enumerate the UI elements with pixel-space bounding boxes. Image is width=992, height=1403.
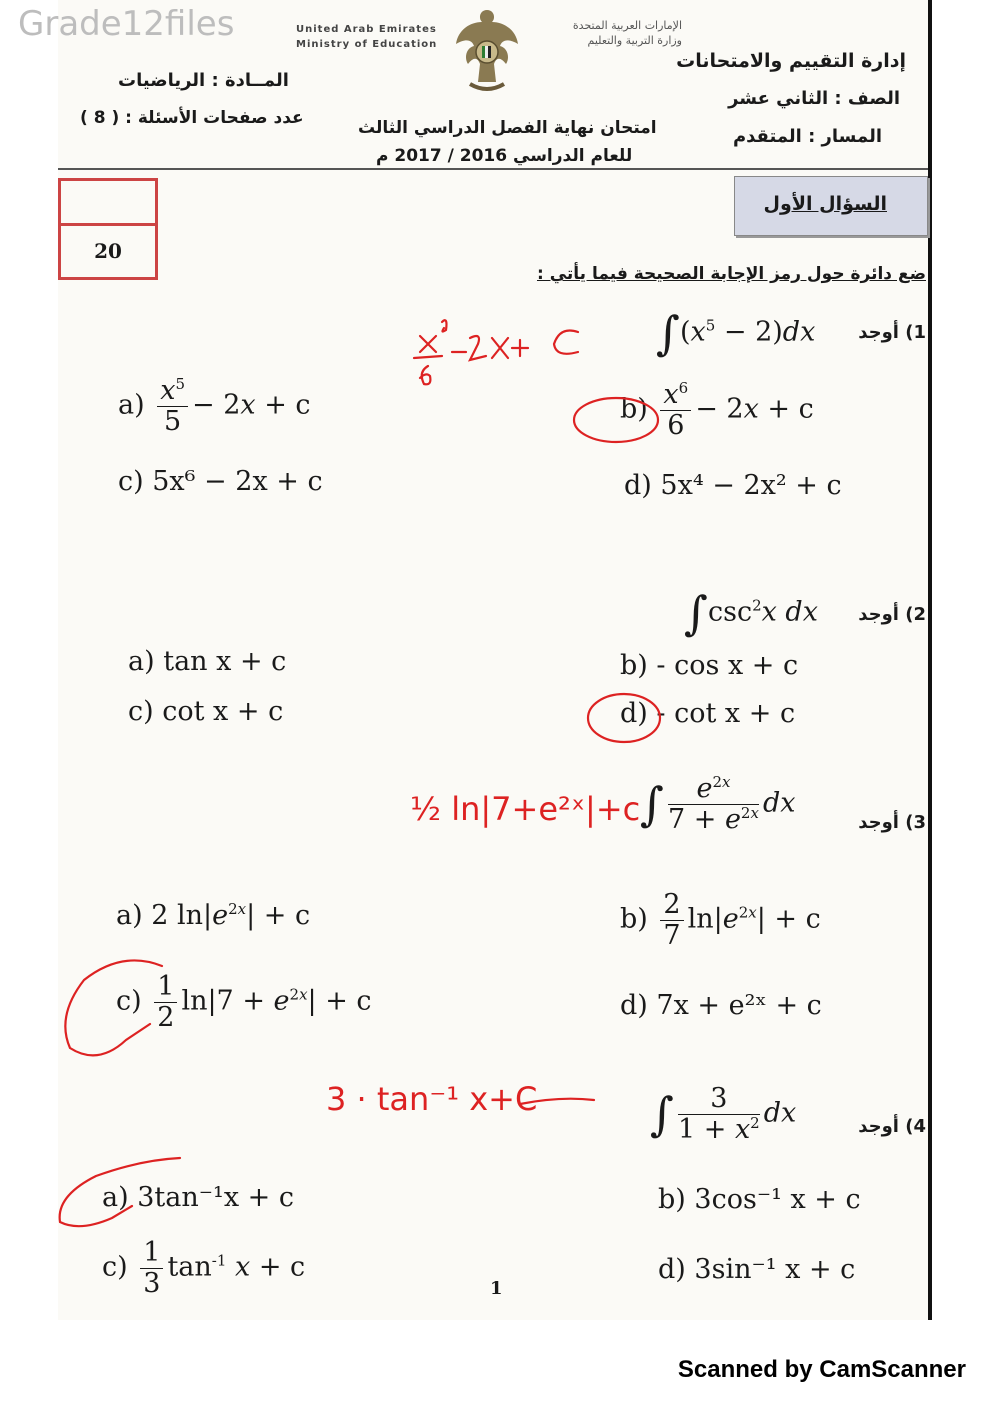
q1-integral: $\int(x^5 - 2)dx$: [656, 306, 816, 360]
section-title: السؤال الأول: [763, 193, 887, 215]
q3-number: 3) أوجد: [858, 812, 926, 833]
q4-option-b-text: 3cos⁻¹ x + c: [694, 1184, 861, 1215]
q2-number: 2) أوجد: [858, 604, 926, 625]
handwritten-q1-answer: [414, 320, 578, 384]
exam-title: امتحان نهاية الفصل الدراسي الثالث: [358, 118, 657, 138]
grade-label: الصف : الثاني عشر: [728, 88, 900, 109]
exam-year: للعام الدراسي 2016 / 2017 م: [376, 146, 633, 166]
q4-integral: ∫ $\frac{3}{1 + x^2}$ dx: [650, 1083, 797, 1145]
q1-option-a[interactable]: a) $\frac{x^5}{5}$ − 2x + c: [118, 375, 311, 437]
country-ar: الإمارات العربية المتحدة: [572, 19, 682, 32]
q3-option-b-label: b): [620, 903, 648, 935]
q4-option-a-label: a): [102, 1182, 129, 1213]
q1-option-c-text: 5x⁶ − 2x + c: [152, 466, 323, 497]
camscanner-footer: Scanned by CamScanner: [677, 1356, 966, 1383]
q2-option-b-text: - cos x + c: [656, 650, 799, 681]
answer-circle-q4-a: [60, 1158, 180, 1226]
section-instruction: ضع دائرة حول رمز الإجابة الصحيحة فيما يأتي :: [536, 264, 926, 284]
q3-option-a[interactable]: a) 2 $\ln|e^{2x}| + c$: [116, 900, 311, 931]
handwritten-q4-answer: 3 · tan⁻¹ x+C: [326, 1080, 538, 1118]
ministry-ar: وزارة التربية والتعليم: [587, 34, 682, 47]
q3-integral: ∫ $\frac{e^{2x}}{7 + e^{2x}}$ dx: [640, 773, 796, 835]
q1-option-d-label: d): [624, 470, 652, 501]
q2-option-d-text: - cot x + c: [656, 698, 796, 729]
q2-option-a-text: tan x + c: [163, 646, 287, 677]
q3-option-a-label: a): [116, 900, 143, 931]
q4-option-a-text: 3tan⁻¹x + c: [137, 1182, 294, 1213]
q3-option-c[interactable]: c) $\frac{1}{2}$ $\ln|7 + e^{2x}| + c$: [116, 971, 372, 1033]
q4-option-b-label: b): [658, 1184, 686, 1215]
q1-option-c-label: c): [118, 466, 144, 497]
q4-option-d-text: 3sin⁻¹ x + c: [694, 1254, 856, 1285]
q2-integral: $\int\csc^2x$ dx: [684, 586, 818, 640]
q3-option-c-label: c): [116, 985, 142, 1017]
track-label: المسار : المتقدم: [732, 126, 882, 147]
answer-circle-q1-b: [574, 398, 658, 442]
dept-label: إدارة التقييم والامتحانات: [676, 50, 906, 72]
q2-option-b-label: b): [620, 650, 648, 681]
answer-circle-q2-d: [588, 694, 660, 742]
q2-option-c-text: cot x + c: [162, 696, 284, 727]
q3-option-d-text: 7x + e²ˣ + c: [656, 990, 822, 1021]
q3-option-b[interactable]: b) $\frac{2}{7}$ $\ln|e^{2x}| + c$: [620, 889, 821, 951]
q1-number: 1) أوجد: [858, 322, 926, 343]
q4-option-d-label: d): [658, 1254, 686, 1285]
q2-option-d-label: d): [620, 698, 648, 729]
q4-option-c-label: c): [102, 1251, 128, 1283]
q3-option-d-label: d): [620, 990, 648, 1021]
q1-option-b[interactable]: b) $\frac{x^6}{6}$ − 2x + c: [620, 379, 814, 441]
pages-count-label: عدد صفحات الأسئلة : ( 8 ): [80, 108, 304, 128]
page-number: 1: [490, 1278, 503, 1299]
country-en: United Arab Emirates: [296, 24, 437, 35]
q4-number: 4) أوجد: [858, 1116, 926, 1137]
handwritten-q3-answer: ½ ln|7+e²ˣ|+c: [410, 790, 641, 828]
ministry-en: Ministry of Education: [296, 39, 438, 50]
q1-option-d-text: 5x⁴ − 2x² + c: [660, 470, 842, 501]
q1-option-a-label: a): [118, 389, 145, 421]
watermark: Grade12files: [18, 4, 235, 44]
q1-option-b-label: b): [620, 393, 648, 425]
score-total: 20: [94, 239, 122, 263]
q4-option-c[interactable]: c) $\frac{1}{3}$ $\tan^{-1} x + c$: [102, 1237, 306, 1299]
answer-circle-q3-c: [65, 960, 162, 1055]
q2-option-a-label: a): [128, 646, 155, 677]
q2-option-c-label: c): [128, 696, 154, 727]
subject-label: المــادة : الرياضيات: [118, 70, 289, 91]
